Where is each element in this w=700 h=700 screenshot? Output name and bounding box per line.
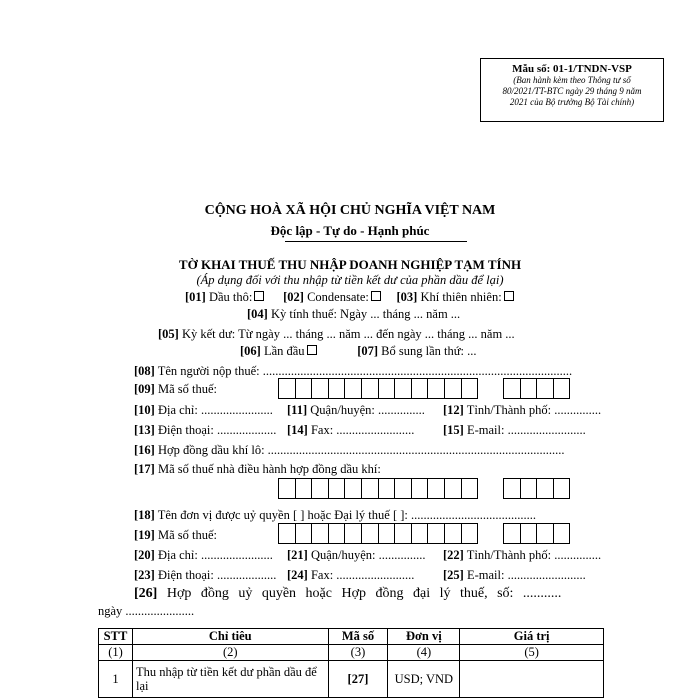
form-title: TỜ KHAI THUẾ THU NHẬP DOANH NGHIỆP TẠM TÍNH (178, 257, 522, 272)
code-03: [03] (396, 290, 418, 304)
code-16: [16] (134, 443, 155, 457)
agent-phone-field[interactable]: Điện thoại: ................... (157, 568, 277, 582)
checkbox-first-time[interactable] (307, 345, 317, 355)
field-18 (134, 508, 536, 523)
code-22: [22] (443, 548, 464, 562)
header-item: Chỉ tiêu (132, 629, 328, 645)
tax-id-boxes[interactable] (278, 378, 477, 399)
agent-email-field[interactable]: E-mail: ......................... (466, 568, 586, 582)
numbering-cell: (2) (132, 645, 328, 661)
code-25: [25] (443, 568, 464, 582)
checkbox-natural-gas[interactable] (504, 291, 514, 301)
field-22 (443, 548, 601, 563)
label-03: Khí thiên nhiên: (420, 290, 502, 304)
form-code-box (480, 58, 664, 122)
operator-tax-id-boxes[interactable] (278, 478, 477, 499)
field-24 (287, 568, 414, 583)
code-18: [18] (134, 508, 155, 522)
checkbox-crude-oil[interactable] (254, 291, 264, 301)
option-row-05 (158, 327, 515, 342)
field-26 (134, 586, 561, 602)
label-07: Bổ sung lần thứ: ... (381, 344, 477, 358)
option-row-01-03 (185, 290, 514, 305)
numbering-cell: (5) (460, 645, 604, 661)
phone-field[interactable]: Điện thoại: ................... (157, 423, 277, 437)
authorized-agent-field[interactable]: Tên đơn vị được uỷ quyền [ ] hoặc Đại lý thuế [ ]: ........................................ (157, 508, 536, 522)
table-header-row (99, 629, 604, 645)
row-value-input[interactable] (460, 661, 604, 698)
code-06: [06] (240, 344, 261, 358)
header-unit: Đơn vị (388, 629, 460, 645)
email-field[interactable]: E-mail: ......................... (466, 423, 586, 437)
taxpayer-name-field[interactable]: Tên người nộp thuế: ................................................................................................... (157, 364, 573, 378)
code-08: [08] (134, 364, 155, 378)
option-row-04 (247, 307, 460, 322)
agent-fax-field[interactable]: Fax: ......................... (310, 568, 415, 582)
label-02: Condensate: (307, 290, 369, 304)
field-15 (443, 423, 586, 438)
province-field[interactable]: Tỉnh/Thành phố: ............... (466, 403, 602, 417)
form-subtitle: (Áp dụng đối với thu nhập từ tiền kết dư của phần dầu để lại) (196, 273, 504, 287)
field-13 (134, 423, 276, 438)
code-15: [15] (443, 423, 464, 437)
label-06: Lần đầu (263, 344, 305, 358)
code-23: [23] (134, 568, 155, 582)
label-05: Kỳ kết dư: Từ ngày ... tháng ... năm ... đến ngày ... tháng ... năm ... (181, 327, 515, 341)
code-21: [21] (287, 548, 308, 562)
field-10 (134, 403, 273, 418)
form-code: Mẫu số: 01-1/TNDN-VSP (512, 63, 632, 75)
tax-table (98, 628, 604, 698)
address-field[interactable]: Địa chỉ: ....................... (157, 403, 273, 417)
option-row-06-07 (240, 344, 476, 359)
form-note-line-2: 80/2021/TT-BTC ngày 29 tháng 9 năm (502, 86, 642, 96)
tax-id-suffix-boxes[interactable] (503, 378, 569, 399)
header-stt: STT (99, 629, 133, 645)
motto-underline (285, 241, 467, 242)
code-19: [19] (134, 528, 155, 542)
field-08 (134, 364, 572, 379)
code-02: [02] (283, 290, 304, 304)
field-12 (443, 403, 601, 418)
row-code: [27] (328, 661, 388, 698)
code-05: [05] (158, 327, 179, 341)
operator-tax-id-suffix-boxes[interactable] (503, 478, 569, 499)
label-04: Kỳ tính thuế: Ngày ... tháng ... năm ... (270, 307, 461, 321)
field-21 (287, 548, 426, 563)
form-note-line-1: (Ban hành kèm theo Thông tư số (513, 75, 631, 85)
header-code: Mã số (328, 629, 388, 645)
field-23 (134, 568, 276, 583)
code-10: [10] (134, 403, 155, 417)
code-11: [11] (287, 403, 308, 417)
field-14 (287, 423, 414, 438)
nation-title: CỘNG HOÀ XÃ HỘI CHỦ NGHĨA VIỆT NAM (204, 203, 496, 218)
code-12: [12] (443, 403, 464, 417)
field-19 (134, 528, 217, 543)
contract-date-field[interactable]: ngày ...................... (98, 604, 195, 618)
code-17: [17] (134, 462, 155, 476)
numbering-cell: (1) (99, 645, 133, 661)
label-19: Mã số thuế: (157, 528, 217, 542)
agent-address-field[interactable]: Địa chỉ: ....................... (157, 548, 273, 562)
code-07: [07] (357, 344, 379, 358)
table-numbering-row (99, 645, 604, 661)
row-item: Thu nhập từ tiền kết dư phần dầu để lại (132, 661, 328, 698)
row-stt: 1 (99, 661, 133, 698)
label-09: Mã số thuế: (157, 382, 217, 396)
code-04: [04] (247, 307, 268, 321)
field-20 (134, 548, 273, 563)
field-25 (443, 568, 586, 583)
code-26: [26] (134, 586, 158, 601)
header-value: Giá trị (460, 629, 604, 645)
code-09: [09] (134, 382, 155, 396)
label-17: Mã số thuế nhà điều hành hợp đồng dầu khí: (157, 462, 381, 476)
oil-contract-block-field[interactable]: Hợp đồng dầu khí lô: ............................................................................................... (157, 443, 565, 457)
code-20: [20] (134, 548, 155, 562)
agent-tax-id-boxes[interactable] (278, 523, 477, 544)
district-field[interactable]: Quận/huyện: ............... (310, 403, 425, 417)
contract-number-field[interactable]: Hợp đồng uỷ quyền hoặc Hợp đồng đại lý thuế, số: ........... (166, 586, 562, 601)
agent-province-field[interactable]: Tỉnh/Thành phố: ............... (466, 548, 602, 562)
form-note-line-3: 2021 của Bộ trưởng Bộ Tài chính) (509, 97, 635, 107)
numbering-cell: (3) (328, 645, 388, 661)
numbering-cell: (4) (388, 645, 460, 661)
code-14: [14] (287, 423, 308, 437)
field-11 (287, 403, 425, 418)
code-01: [01] (185, 290, 206, 304)
row-unit: USD; VND (388, 661, 460, 698)
fax-field[interactable]: Fax: ......................... (310, 423, 415, 437)
field-09 (134, 382, 217, 397)
checkbox-condensate[interactable] (371, 291, 381, 301)
field-17 (134, 462, 381, 477)
agent-tax-id-suffix-boxes[interactable] (503, 523, 569, 544)
agent-district-field[interactable]: Quận/huyện: ............... (310, 548, 426, 562)
table-row (99, 661, 604, 698)
motto: Độc lập - Tự do - Hạnh phúc (270, 223, 430, 238)
code-13: [13] (134, 423, 155, 437)
label-01: Dầu thô: (208, 290, 253, 304)
code-24: [24] (287, 568, 308, 582)
field-16 (134, 443, 565, 458)
